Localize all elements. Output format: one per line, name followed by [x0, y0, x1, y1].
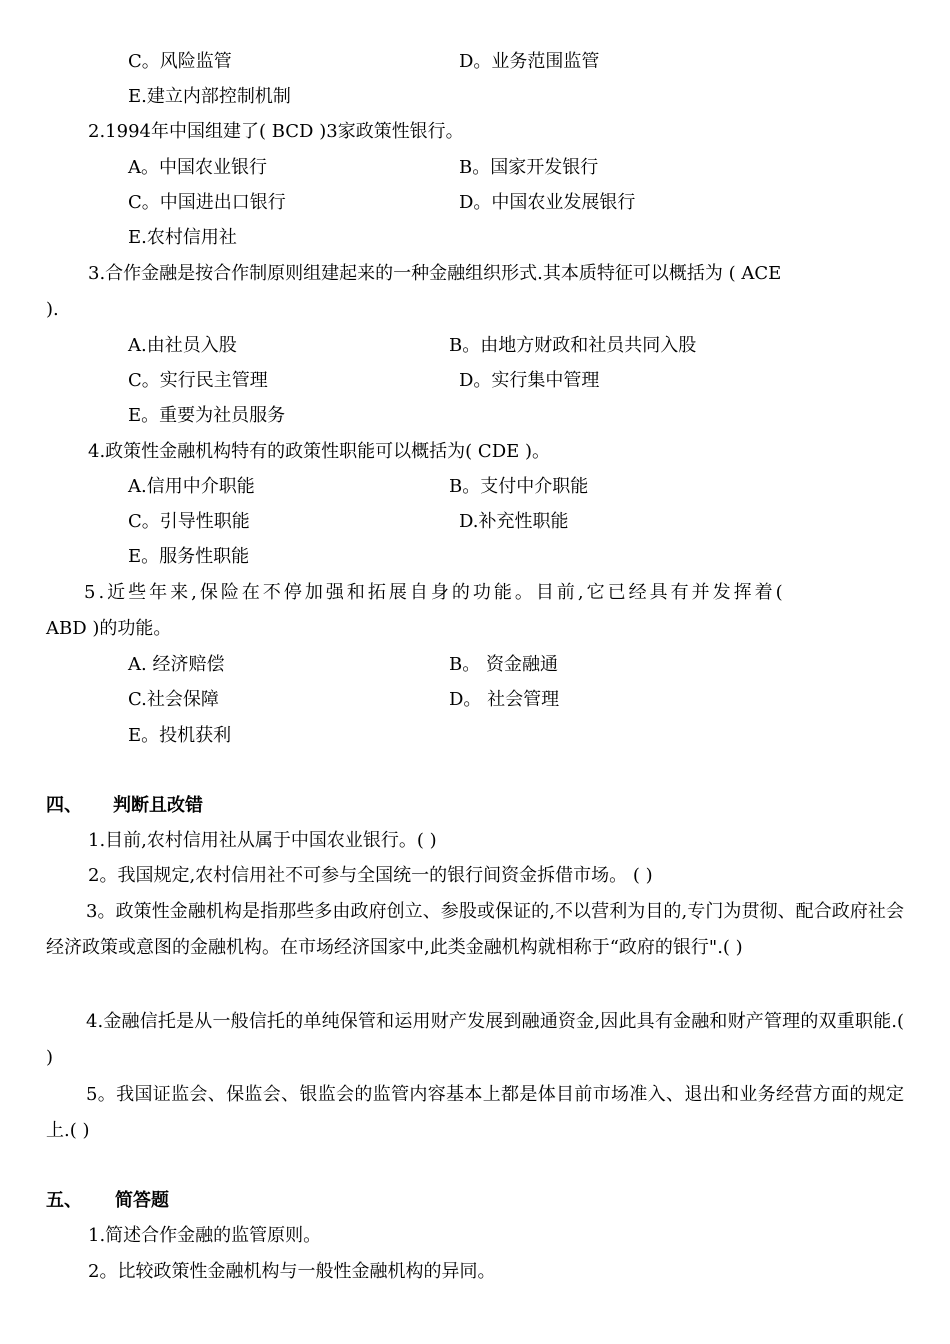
- tf-question-5-text: 5。我国证监会、保监会、银监会的监管内容基本上都是体目前市场准入、退出和业务经营方面的规定上.( ): [46, 1084, 904, 1141]
- section-4-number: 四、: [46, 795, 82, 816]
- q4-option-b: B。支付中介职能: [449, 476, 589, 497]
- q1-option-c: C。风险监管: [128, 51, 232, 72]
- q2-option-b: B。国家开发银行: [459, 157, 599, 178]
- q5-option-d: D。 社会管理: [449, 689, 560, 710]
- section-4-title: 判断且改错: [113, 795, 203, 816]
- q4-stem: 4.政策性金融机构特有的政策性职能可以概括为( CDE )。: [88, 441, 551, 462]
- q3-option-e: E。重要为社员服务: [128, 405, 286, 426]
- q5-option-e: E。投机获利: [128, 725, 232, 746]
- tf-question-4: [46, 1004, 904, 1076]
- q5-option-a: A. 经济赔偿: [128, 654, 225, 675]
- q3-option-b: B。由地方财政和社员共同入股: [449, 335, 697, 356]
- q4-option-d: D.补充性职能: [459, 511, 569, 532]
- tf-question-3-text: 3。政策性金融机构是指那些多由政府创立、参股或保证的,不以营利为目的,专门为贯彻、配合政府社会经济政策或意图的金融机构。在市场经济国家中,此类金融机构就相称于“政府的银行".( ): [46, 901, 904, 958]
- tf-question-5: [46, 1077, 904, 1149]
- q3-option-d: D。实行集中管理: [459, 370, 600, 391]
- q2-stem: 2.1994年中国组建了( BCD )3家政策性银行。: [88, 121, 464, 142]
- section-5-title: 简答题: [115, 1190, 169, 1211]
- q3-option-c: C。实行民主管理: [128, 370, 268, 391]
- q4-option-c: C。引导性职能: [128, 511, 250, 532]
- q3-stem-line1: 3.合作金融是按合作制原则组建起来的一种金融组织形式.其本质特征可以概括为 ( ACE: [88, 263, 782, 284]
- q1-option-e: E.建立内部控制机制: [128, 86, 291, 107]
- tf-question-3: [46, 894, 904, 966]
- q1-option-d: D。业务范围监管: [459, 51, 600, 72]
- tf-question-2: 2。我国规定,农村信用社不可参与全国统一的银行间资金拆借市场。 ( ): [88, 865, 653, 886]
- q5-stem-line1: 5.近些年来,保险在不停加强和拓展自身的功能。目前,它已经具有并发挥着(: [84, 582, 786, 603]
- q2-option-e: E.农村信用社: [128, 227, 237, 248]
- q5-option-c: C.社会保障: [128, 689, 219, 710]
- q2-option-c: C。中国进出口银行: [128, 192, 286, 213]
- section-5-number: 五、: [46, 1190, 82, 1211]
- q2-option-d: D。中国农业发展银行: [459, 192, 636, 213]
- q3-stem-line2: ).: [46, 299, 59, 320]
- q2-option-a: A。中国农业银行: [128, 157, 267, 178]
- short-answer-2: 2。比较政策性金融机构与一般性金融机构的异同。: [88, 1261, 496, 1282]
- q3-option-a: A.由社员入股: [128, 335, 237, 356]
- short-answer-1: 1.简述合作金融的监管原则。: [88, 1225, 322, 1246]
- q5-stem-line2: ABD )的功能。: [46, 618, 172, 639]
- q4-option-e: E。服务性职能: [128, 546, 250, 567]
- q5-option-b: B。 资金融通: [449, 654, 558, 675]
- tf-question-1: 1.目前,农村信用社从属于中国农业银行。( ): [88, 830, 437, 851]
- q4-option-a: A.信用中介职能: [128, 476, 255, 497]
- tf-question-4-text: 4.金融信托是从一般信托的单纯保管和运用财产发展到融通资金,因此具有金融和财产管理的双重职能.( ): [46, 1011, 904, 1068]
